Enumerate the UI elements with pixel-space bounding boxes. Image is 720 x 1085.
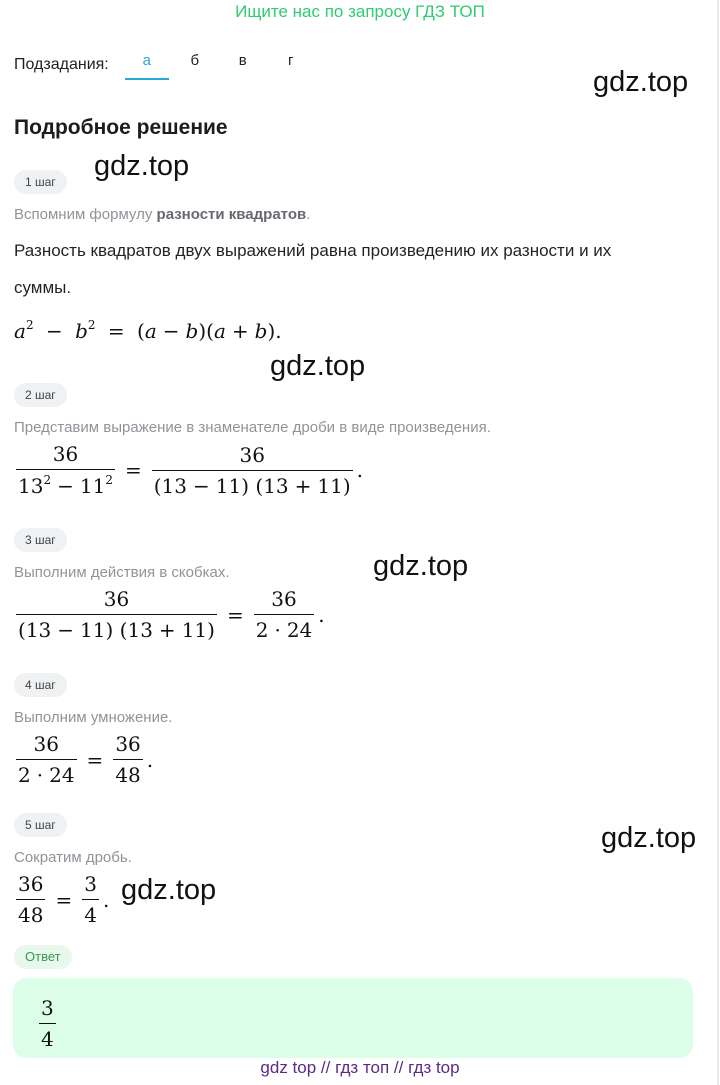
subtasks-label: Подзадания: [14, 56, 109, 73]
watermark: gdz.top [593, 66, 689, 98]
step-hint: Вспомним формулу разности квадратов. [14, 206, 311, 223]
formula-step-2: $\frac{36}{13^2 - 11^2}$ = $\frac{36}{(13 - 11) (13 + 11)}$ . [18, 442, 364, 498]
step-badge: 4 шаг [14, 673, 67, 697]
tab-g[interactable]: г [287, 52, 294, 69]
step-hint: Представим выражение в знаменателе дроби в виде произведения. [14, 419, 491, 436]
watermark: gdz.top [373, 550, 469, 582]
page-title: Подробное решение [14, 116, 228, 139]
search-banner: Ищите нас по запросу ГДЗ ТОП [235, 2, 485, 21]
formula-step-4: $\frac{36}{2 \cdot 24}$ = $\frac{36}{48}$ . [18, 732, 154, 787]
rule-text-line2: суммы. [14, 278, 72, 297]
formula-difference-of-squares: $a^2 - b^2 = (a - b)(a + b)$. [14, 318, 282, 343]
watermark: gdz.top [270, 350, 366, 382]
step-badge: 5 шаг [14, 813, 67, 837]
formula-step-5: $\frac{36}{48}$ = $\frac{3}{4}$ . [18, 872, 110, 927]
step-badge: 2 шаг [14, 383, 67, 407]
watermark: gdz.top [94, 150, 190, 182]
step-hint: Выполним действия в скобках. [14, 564, 230, 581]
tab-b[interactable]: б [190, 52, 200, 69]
step-hint: Сократим дробь. [14, 849, 132, 866]
step-badge: 1 шаг [14, 170, 67, 194]
tab-a[interactable]: а [123, 50, 171, 80]
footer-links[interactable]: gdz top // гдз топ // гдз top [260, 1058, 460, 1077]
watermark: gdz.top [121, 874, 217, 906]
rule-text-line1: Разность квадратов двух выражений равна произведению их разности и их [14, 241, 612, 260]
formula-step-3: $\frac{36}{(13 - 11) (13 + 11)}$ = $\frac{36}{2 \cdot 24}$ . [18, 587, 325, 642]
tab-v[interactable]: в [238, 52, 247, 69]
hint-bold-term: разности квадратов [156, 206, 307, 223]
step-badge: 3 шаг [14, 528, 67, 552]
watermark: gdz.top [601, 822, 697, 854]
scrollbar-track[interactable] [717, 0, 719, 1085]
step-hint: Выполним умножение. [14, 709, 173, 726]
answer-fraction: $\frac{3}{4}$ [41, 996, 54, 1051]
subtasks-bar [14, 50, 315, 80]
answer-box [13, 978, 693, 1058]
answer-badge: Ответ [14, 945, 72, 969]
